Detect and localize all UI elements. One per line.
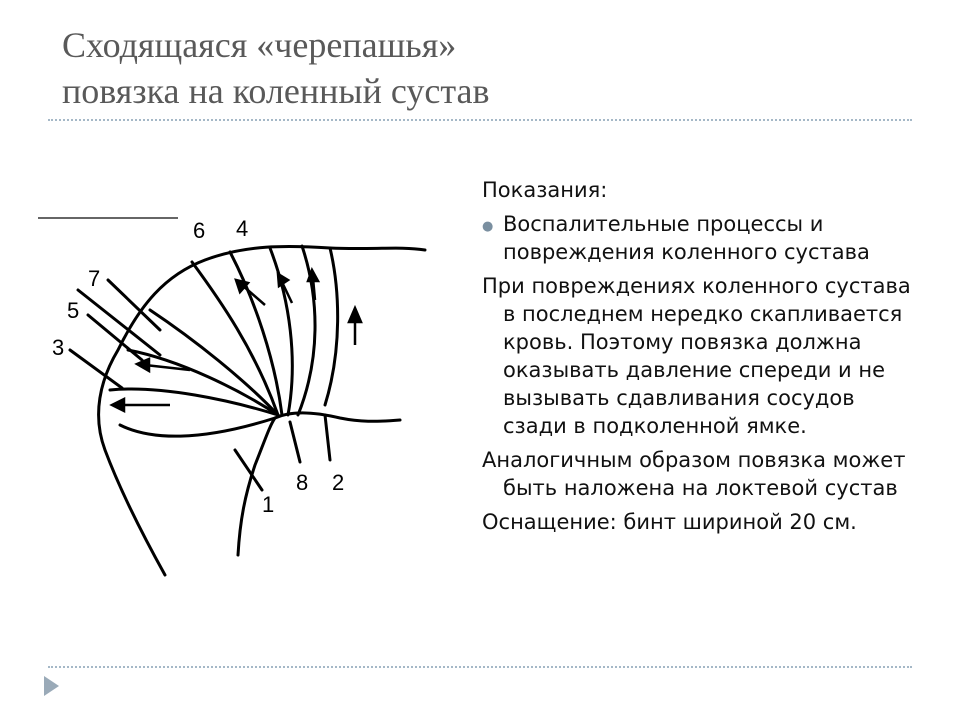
label-6: 6 (193, 218, 206, 243)
paragraph-blood: При повреждениях коленного сустава в последнем нередко скапливается кровь. Поэтому повязка должна оказывать давление спереди и не вызывать сдавливания сосудов сзади в подколенной ямке. (482, 274, 911, 438)
title-divider (48, 119, 912, 121)
slide-body-text (482, 176, 922, 542)
bullet-icon: ● (482, 219, 494, 234)
label-5: 5 (67, 298, 80, 323)
next-slide-arrow-icon[interactable] (44, 676, 59, 696)
label-1: 1 (262, 492, 275, 517)
label-4: 4 (236, 216, 249, 241)
label-7: 7 (88, 266, 101, 291)
knee-bandage-illustration (30, 200, 450, 594)
footer-divider (48, 666, 912, 668)
indications-bullet (482, 210, 922, 266)
label-3: 3 (52, 335, 65, 360)
paragraph-elbow: Аналогичным образом повязка может быть наложена на локтевой сустав (482, 448, 906, 500)
indications-heading: Показания: (482, 178, 608, 202)
slide-title (62, 22, 922, 114)
equipment-text: Оснащение: бинт шириной 20 см. (482, 510, 857, 534)
label-8: 8 (296, 470, 309, 495)
knee-bandage-drawing (30, 200, 450, 590)
title-line-2: повязка на коленный сустав (62, 71, 490, 111)
title-line-1: Сходящаяся «черепашья» (62, 25, 457, 65)
bullet-text: Воспалительные процессы и повреждения коленного сустава (503, 212, 870, 264)
label-2: 2 (332, 470, 345, 495)
